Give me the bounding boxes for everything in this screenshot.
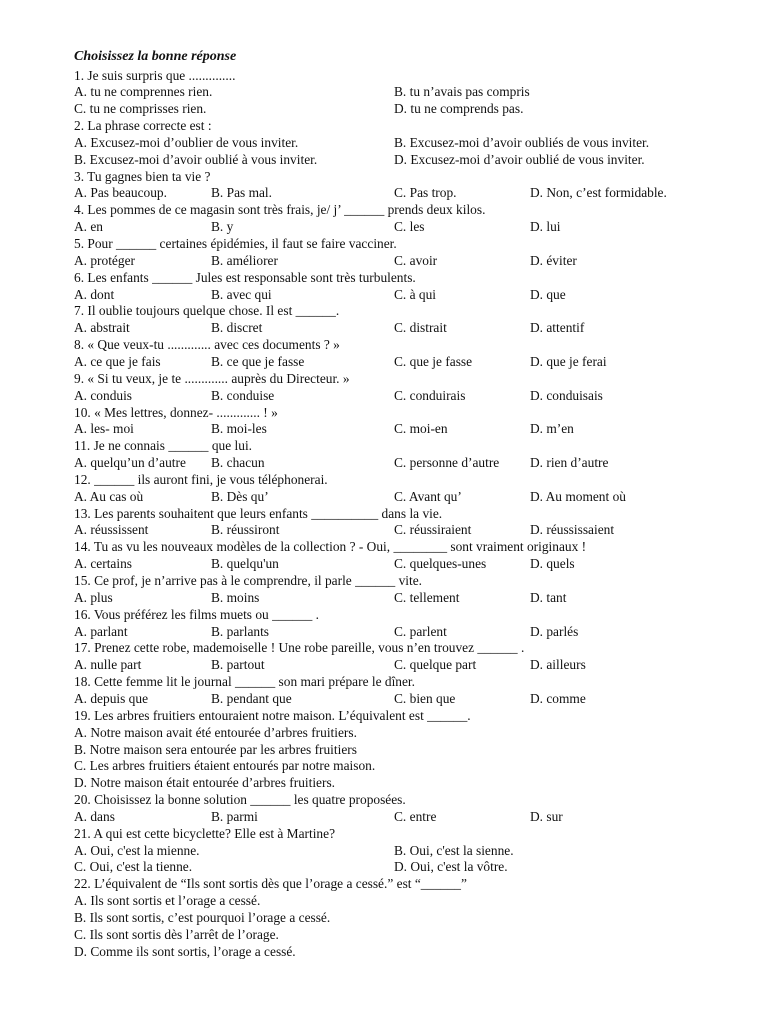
question-text: 9. « Si tu veux, je te ............. auprès du Directeur. » — [74, 370, 350, 386]
answer-option: C. parlent — [394, 623, 447, 639]
answer-option: C. tu ne comprisses rien. — [74, 101, 207, 117]
question-text: 20. Choisissez la bonne solution ______ les quatre proposées. — [74, 792, 406, 808]
answer-option: B. ce que je fasse — [211, 353, 305, 369]
answer-option: D. Au moment où — [530, 488, 626, 504]
answer-option: D. ailleurs — [530, 657, 586, 673]
answer-option: B. Oui, c'est la sienne. — [394, 842, 514, 858]
question-text: 19. Les arbres fruitiers entouraient notre maison. L’équivalent est ______. — [74, 707, 471, 723]
question-text: 12. ______ ils auront fini, je vous téléphonerai. — [74, 471, 328, 487]
answer-option: A. réussissent — [74, 522, 149, 538]
question-text: 2. La phrase correcte est : — [74, 118, 212, 134]
answer-option: A. certains — [74, 556, 133, 572]
answer-option: C. tellement — [394, 589, 460, 605]
answer-option: D. éviter — [530, 252, 577, 268]
answer-option: C. personne d’autre — [394, 455, 500, 471]
answer-option: B. Notre maison sera entourée par les arbres fruitiers — [74, 741, 357, 757]
answer-option: A. Oui, c'est la mienne. — [74, 842, 200, 858]
question-text: 16. Vous préférez les films muets ou ______ . — [74, 606, 319, 622]
answer-option: C. quelque part — [394, 657, 477, 673]
answer-option: B. quelqu'un — [211, 556, 279, 572]
question-text: 21. A qui est cette bicyclette? Elle est à Martine? — [74, 825, 336, 841]
answer-option: A. Au cas où — [74, 488, 144, 504]
question-text: 10. « Mes lettres, donnez- ............. ! » — [74, 404, 278, 420]
answer-option: B. tu n’avais pas compris — [394, 84, 530, 100]
answer-option: B. Excusez-moi d’avoir oubliés de vous inviter. — [394, 134, 650, 150]
answer-option: D. quels — [530, 556, 575, 572]
answer-option: B. y — [211, 219, 234, 235]
answer-option: B. parlants — [211, 623, 270, 639]
answer-option: D. Comme ils sont sortis, l’orage a cessé. — [74, 943, 296, 959]
answer-option: A. dont — [74, 286, 115, 302]
question-text: 5. Pour ______ certaines épidémies, il faut se faire vacciner. — [74, 236, 397, 251]
answer-option: D. lui — [530, 219, 561, 235]
answer-option: C. entre — [394, 808, 437, 824]
answer-option: D. comme — [530, 690, 586, 706]
answer-option: A. abstrait — [74, 320, 130, 336]
question-text: 8. « Que veux-tu ............. avec ces documents ? » — [74, 337, 340, 353]
answer-option: B. chacun — [211, 455, 265, 471]
answer-option: D. Excusez-moi d’avoir oublié de vous inviter. — [394, 151, 645, 167]
answer-option: C. avoir — [394, 252, 438, 268]
answer-option: C. Les arbres fruitiers étaient entourés par notre maison. — [74, 758, 376, 774]
answer-option: B. Dès qu’ — [211, 488, 269, 504]
answer-option: B. conduise — [211, 387, 275, 403]
answer-option: D. conduisais — [530, 387, 603, 403]
question-text: 7. Il oublie toujours quelque chose. Il est ______. — [74, 303, 340, 319]
question-text: 22. L’équivalent de “Ils sont sortis dès que l’orage a cessé.” est “______” — [74, 876, 467, 892]
answer-option: D. Notre maison était entourée d’arbres fruitiers. — [74, 775, 336, 791]
answer-option: A. Notre maison avait été entourée d’arbres fruitiers. — [74, 724, 357, 740]
answer-option: A. tu ne comprennes rien. — [74, 84, 213, 100]
answer-option: D. sur — [530, 808, 563, 824]
answer-option: A. protéger — [74, 252, 135, 268]
answer-option: A. depuis que — [74, 690, 149, 706]
answer-option: C. moi-en — [394, 421, 448, 437]
answer-option: B. avec qui — [211, 286, 272, 302]
answer-option: B. moi-les — [211, 421, 267, 437]
answer-option: C. que je fasse — [394, 353, 473, 369]
answer-option: C. conduirais — [394, 387, 466, 403]
question-text: 11. Je ne connais ______ que lui. — [74, 438, 253, 454]
answer-option: C. réussiraient — [394, 522, 472, 538]
answer-option: A. quelqu’un d’autre — [74, 455, 186, 471]
answer-option: C. Ils sont sortis dès l’arrêt de l’orage. — [74, 926, 279, 942]
answer-option: D. que — [530, 286, 566, 302]
answer-option: C. quelques-unes — [394, 556, 487, 572]
answer-option: A. ce que je fais — [74, 353, 161, 369]
answer-option: A. conduis — [74, 387, 133, 403]
answer-option: B. améliorer — [211, 252, 278, 268]
answer-option: D. Oui, c'est la vôtre. — [394, 859, 508, 875]
answer-option: D. rien d’autre — [530, 455, 609, 471]
answer-option: B. partout — [211, 657, 265, 673]
answer-option: B. moins — [211, 589, 260, 605]
answer-option: A. les- moi — [74, 421, 134, 437]
question-text: 17. Prenez cette robe, mademoiselle ! Une robe pareille, vous n’en trouvez ______ . — [74, 640, 525, 656]
answer-option: D. m’en — [530, 421, 574, 437]
answer-option: B. discret — [211, 320, 263, 336]
answer-option: C. bien que — [394, 690, 456, 706]
answer-option: A. Pas beaucoup. — [74, 185, 167, 201]
answer-option: B. réussiront — [211, 522, 280, 538]
question-text: 4. Les pommes de ce magasin sont très frais, je/ j’ ______ prends deux kilos. — [74, 202, 486, 218]
answer-option: D. tu ne comprends pas. — [394, 101, 524, 117]
question-text: 6. Les enfants ______ Jules est responsable sont très turbulents. — [74, 269, 416, 285]
answer-option: C. distrait — [394, 320, 447, 336]
question-text: 13. Les parents souhaitent que leurs enfants __________ dans la vie. — [74, 505, 443, 521]
question-text: 14. Tu as vu les nouveaux modèles de la collection ? - Oui, ________ sont vraiment originaux ! — [74, 539, 587, 555]
answer-option: D. parlés — [530, 623, 579, 639]
answer-option: D. tant — [530, 589, 567, 605]
answer-option: D. attentif — [530, 320, 585, 336]
answer-option: C. à qui — [394, 286, 437, 302]
answer-option: B. parmi — [211, 808, 258, 824]
answer-option: C. Pas trop. — [394, 185, 457, 201]
answer-option: D. que je ferai — [530, 353, 607, 369]
answer-option: A. nulle part — [74, 657, 142, 673]
question-text: 15. Ce prof, je n’arrive pas à le comprendre, il parle ______ vite. — [74, 573, 423, 588]
answer-option: C. Avant qu’ — [394, 488, 462, 504]
answer-option: A. parlant — [74, 623, 128, 639]
question-text: 18. Cette femme lit le journal ______ son mari prépare le dîner. — [74, 674, 415, 690]
answer-option: D. réussissaient — [530, 522, 615, 538]
answer-option: A. plus — [74, 589, 113, 605]
answer-option: B. Ils sont sortis, c’est pourquoi l’orage a cessé. — [74, 910, 331, 925]
answer-option: C. Oui, c'est la tienne. — [74, 859, 193, 875]
answer-option: B. pendant que — [211, 690, 292, 706]
question-text: 3. Tu gagnes bien ta vie ? — [74, 168, 211, 184]
answer-option: A. Ils sont sortis et l’orage a cessé. — [74, 893, 261, 909]
answer-option: C. les — [394, 219, 425, 235]
question-text: 1. Je suis surpris que .............. — [74, 67, 236, 83]
answer-option: B. Pas mal. — [211, 185, 273, 201]
answer-option: B. Excusez-moi d’avoir oublié à vous inviter. — [74, 151, 318, 167]
answer-option: A. dans — [74, 808, 115, 824]
answer-option: A. en — [74, 219, 104, 235]
answer-option: A. Excusez-moi d’oublier de vous inviter. — [74, 134, 299, 150]
page-title: Choisissez la bonne réponse — [74, 49, 237, 64]
answer-option: D. Non, c’est formidable. — [530, 185, 667, 201]
